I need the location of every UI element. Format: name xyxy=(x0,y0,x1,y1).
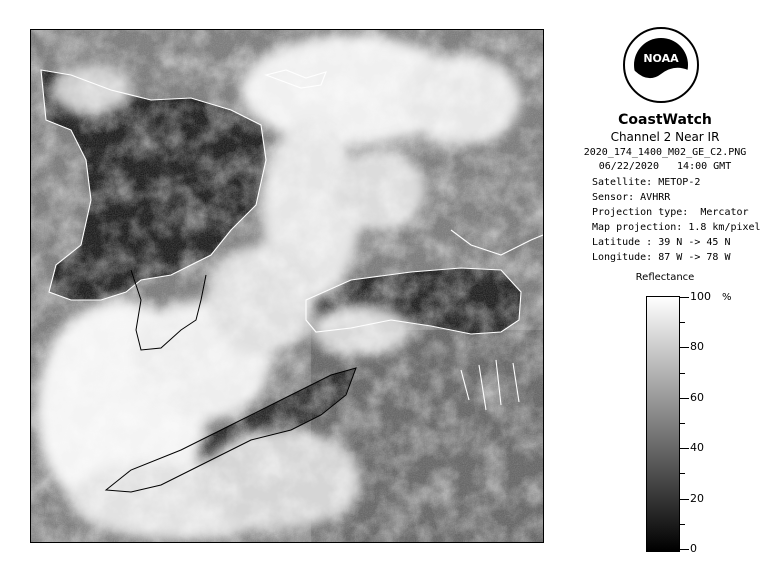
satellite-image xyxy=(30,29,544,543)
colorbar-tick xyxy=(679,373,685,374)
colorbar-tick-label: 20 xyxy=(690,491,704,505)
colorbar-tick xyxy=(679,499,689,500)
info-panel xyxy=(560,22,770,562)
colorbar-tick xyxy=(679,347,689,348)
colorbar-tick xyxy=(679,423,685,424)
projection-type: Projection type: Mercator xyxy=(592,207,749,218)
noaa-logo xyxy=(622,26,700,104)
map-projection: Map projection: 1.8 km/pixel xyxy=(592,222,761,233)
latitude-range: Latitude : 39 N -> 45 N xyxy=(592,237,731,248)
reflectance-colorbar xyxy=(646,296,680,552)
map-svg xyxy=(31,30,543,542)
brand-title: CoastWatch xyxy=(618,112,712,128)
colorbar-tick xyxy=(679,398,689,399)
colorbar-tick-label: 0 xyxy=(690,542,697,555)
colorbar-tick-label: 80 xyxy=(690,340,704,354)
colorbar-tick-label: 60 xyxy=(690,390,704,404)
cloud-texture xyxy=(31,30,543,542)
filename: 2020_174_1400_M02_GE_C2.PNG xyxy=(583,147,747,158)
longitude-range: Longitude: 87 W -> 78 W xyxy=(592,252,731,263)
colorbar-tick xyxy=(679,549,689,550)
colorbar-tick xyxy=(679,448,689,449)
legend-title: Reflectance xyxy=(635,272,695,283)
sensor: Sensor: AVHRR xyxy=(592,192,671,203)
colorbar-tick-label: 40 xyxy=(690,441,704,455)
channel-title: Channel 2 Near IR xyxy=(610,130,720,144)
colorbar-tick xyxy=(679,524,685,525)
colorbar-tick xyxy=(679,322,685,323)
legend-unit: % xyxy=(722,292,732,303)
logo-text: NOAA xyxy=(643,52,679,65)
datetime: 06/22/2020 14:00 GMT xyxy=(598,161,732,172)
colorbar-tick xyxy=(679,297,689,298)
colorbar-tick xyxy=(679,473,685,474)
colorbar-tick-label: 100 xyxy=(690,290,711,303)
satellite: Satellite: METOP-2 xyxy=(592,177,701,188)
